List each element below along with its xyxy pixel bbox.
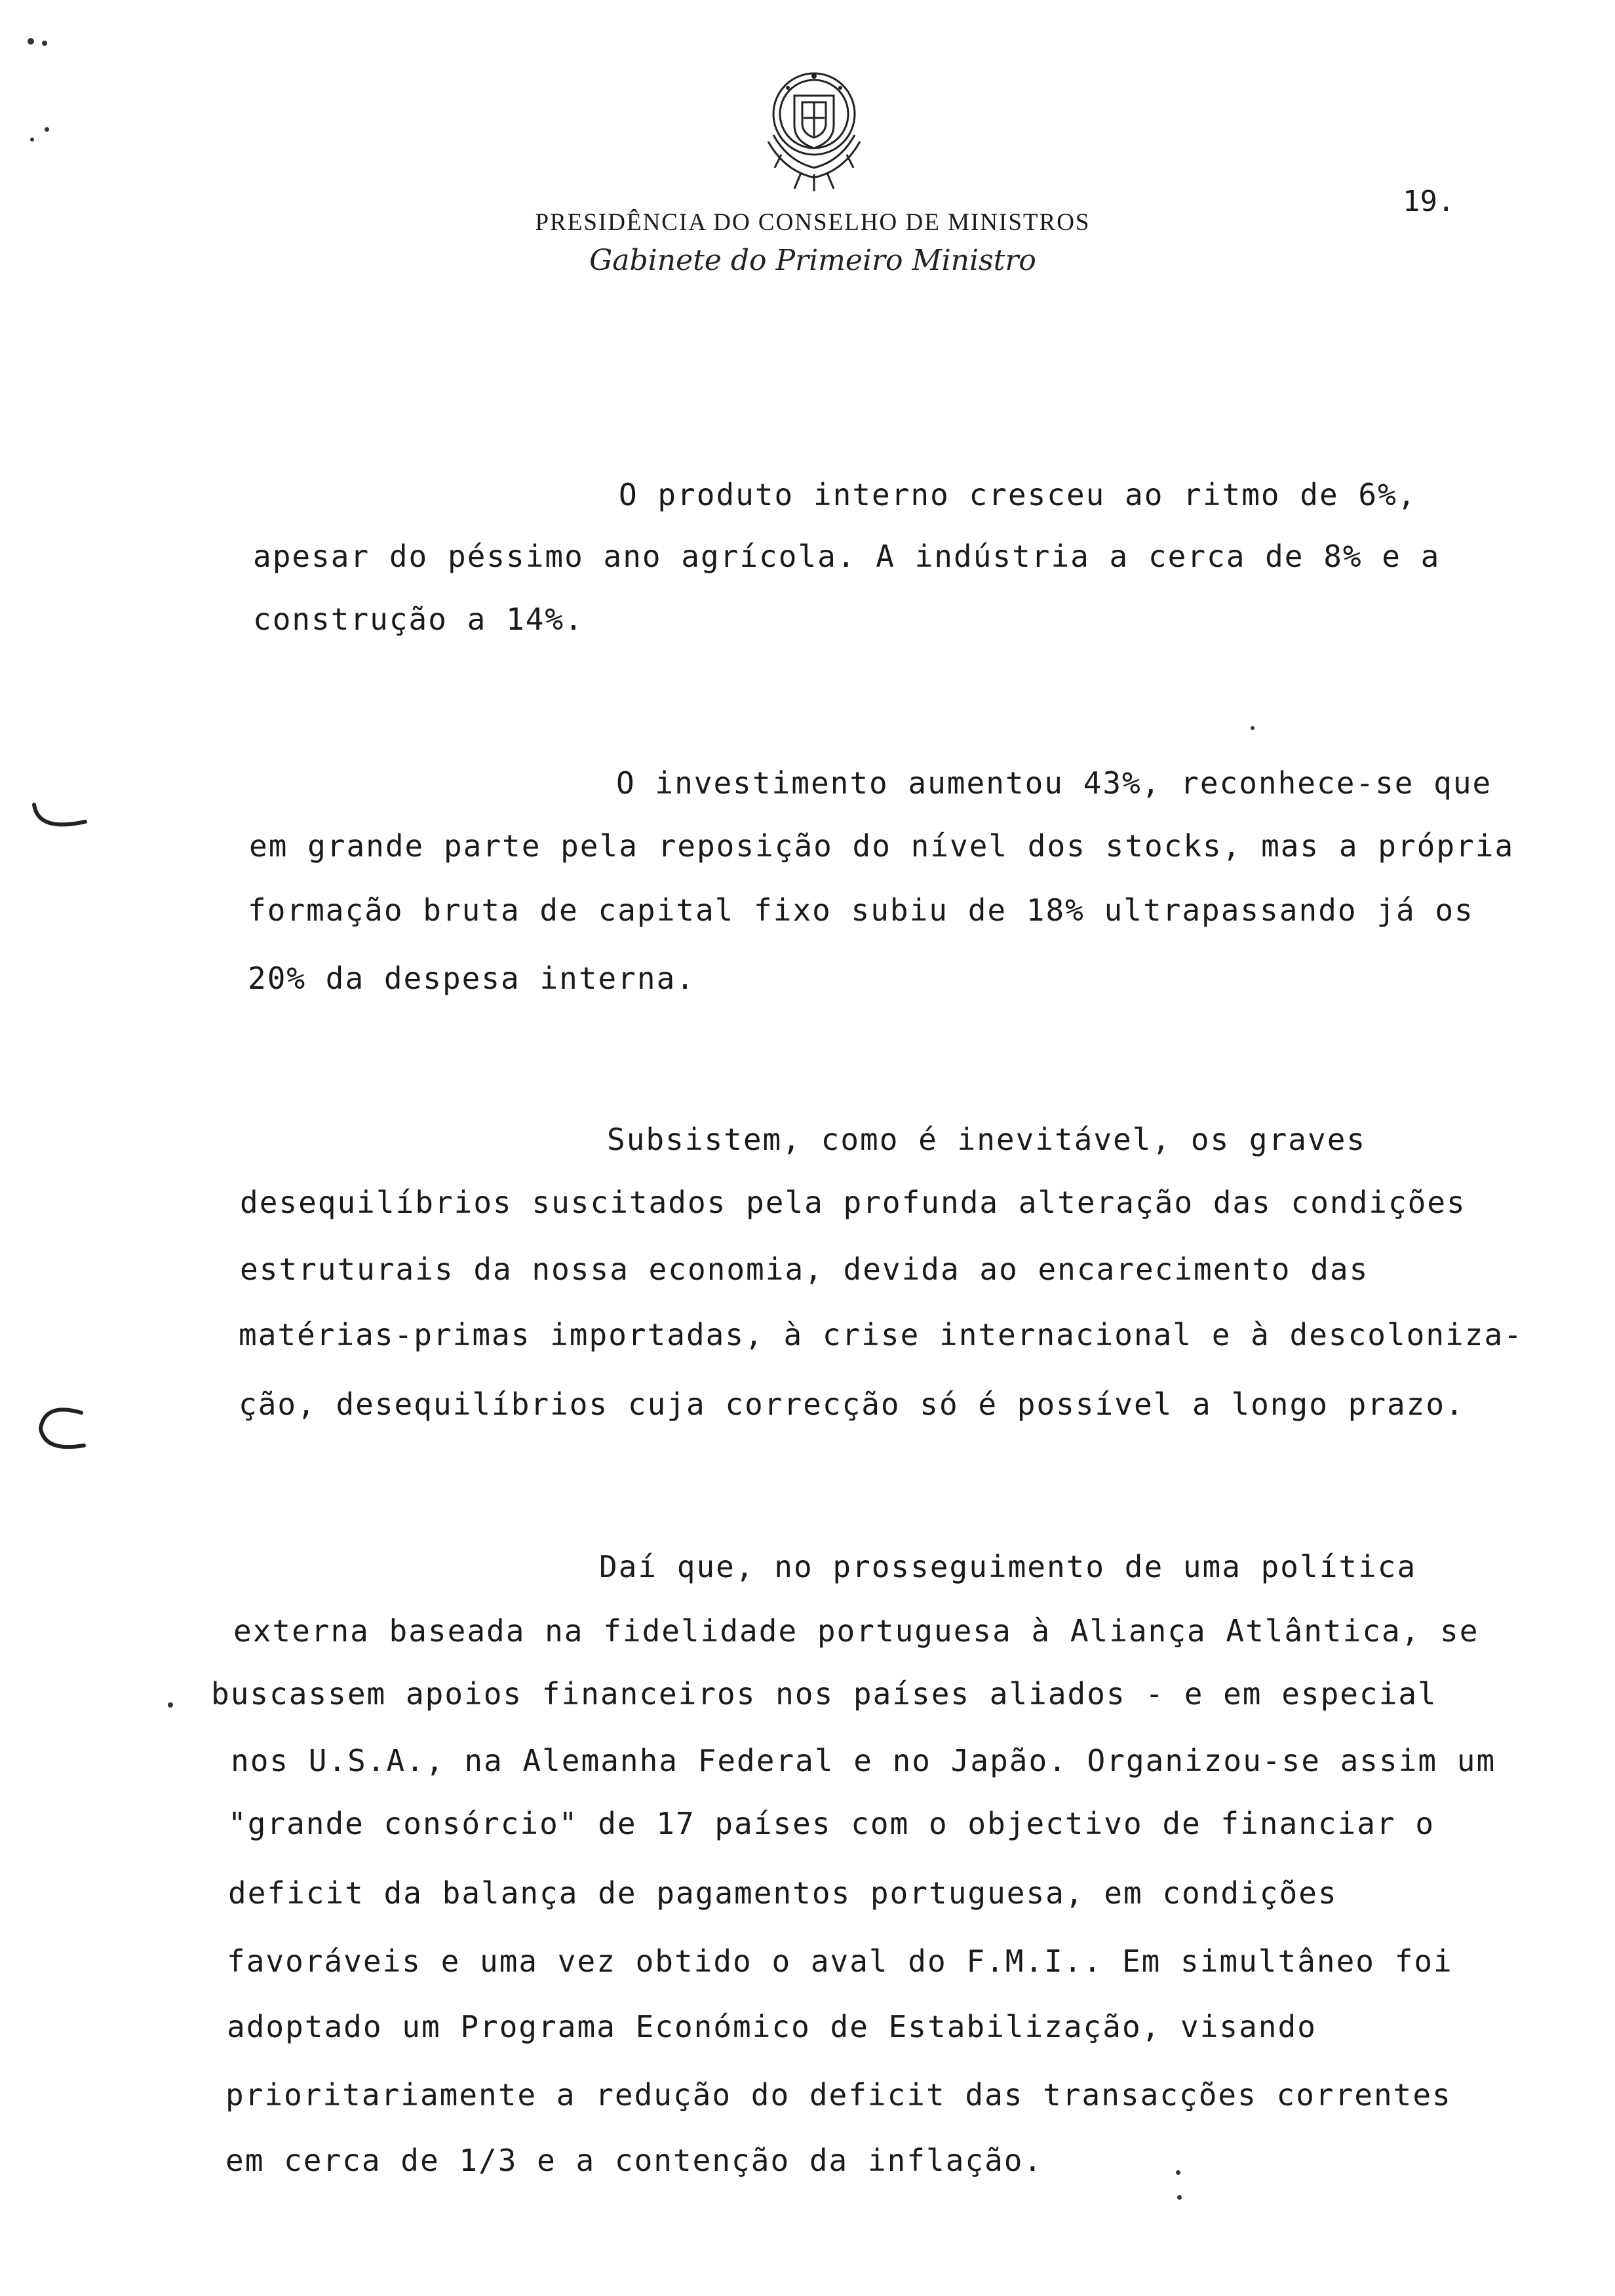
paragraph-1-line-3: construção a 14%.: [253, 602, 584, 637]
paragraph-4-line-5: "grande consórcio" de 17 países com o objectivo de financiar o: [228, 1806, 1435, 1841]
paragraph-4-line-7: favoráveis e uma vez obtido o aval do F.M.I.. Em simultâneo foi: [227, 1943, 1453, 1979]
paragraph-4-line-10: em cerca de 1/3 e a contenção da inflação.: [225, 2143, 1043, 2178]
scan-speck: [1177, 2195, 1182, 2200]
paragraph-4-line-9: prioritariamente a redução do deficit das transacções correntes: [225, 2077, 1452, 2113]
paragraph-2-line-2: em grande parte pela reposição do nível dos stocks, mas a própria: [249, 828, 1515, 864]
punch-hole-mark: [31, 1402, 90, 1455]
office-subtitle: Gabinete do Primeiro Ministro: [589, 244, 1036, 277]
paragraph-4-line-6: deficit da balança de pagamentos portuguesa, em condições: [228, 1875, 1338, 1911]
paragraph-3-line-5: ção, desequilíbrios cuja correcção só é possível a longo prazo.: [239, 1387, 1465, 1422]
scan-speck: [30, 138, 34, 142]
scan-speck: [28, 38, 34, 45]
paragraph-3-line-2: desequilíbrios suscitados pela profunda alteração das condições: [240, 1185, 1466, 1220]
paragraph-3-line-4: matérias-primas importadas, à crise internacional e à descoloniza-: [239, 1317, 1523, 1352]
paragraph-3-line-1: Subsistem, como é inevitável, os graves: [607, 1122, 1367, 1157]
coat-of-arms-seal: [749, 63, 880, 194]
paragraph-2-line-3: formação bruta de capital fixo subiu de 18% ultrapassando já os: [248, 892, 1474, 928]
paragraph-4-line-3: buscassem apoios financeiros nos países aliados - e em especial: [211, 1676, 1437, 1712]
paragraph-4-line-8: adoptado um Programa Económico de Estabilização, visando: [227, 2009, 1317, 2044]
page-number: 19.: [1403, 185, 1455, 218]
scan-speck: [45, 127, 49, 132]
paragraph-4-line-2: externa baseada na fidelidade portuguesa à Aliança Atlântica, se: [233, 1613, 1479, 1649]
institution-title: PRESIDÊNCIA DO CONSELHO DE MINISTROS: [535, 209, 1091, 236]
scan-speck: [42, 41, 47, 46]
scan-speck: [1176, 2170, 1180, 2175]
paragraph-1-line-2: apesar do péssimo ano agrícola. A indústria a cerca de 8% e a: [253, 539, 1441, 574]
paragraph-2-line-4: 20% da despesa interna.: [248, 961, 695, 996]
scan-speck: [1251, 726, 1255, 730]
scan-speck: [168, 1702, 173, 1708]
punch-hole-mark: [26, 799, 98, 839]
paragraph-4-line-4: nos U.S.A., na Alemanha Federal e no Japão. Organizou-se assim um: [231, 1743, 1496, 1778]
paragraph-3-line-3: estruturais da nossa economia, devida ao encarecimento das: [240, 1252, 1369, 1287]
paragraph-2-line-1: O investimento aumentou 43%, reconhece-se que: [616, 765, 1492, 801]
paragraph-4-line-1: Daí que, no prosseguimento de uma política: [599, 1549, 1417, 1584]
paragraph-1-line-1: O produto interno cresceu ao ritmo de 6%,: [619, 477, 1417, 512]
